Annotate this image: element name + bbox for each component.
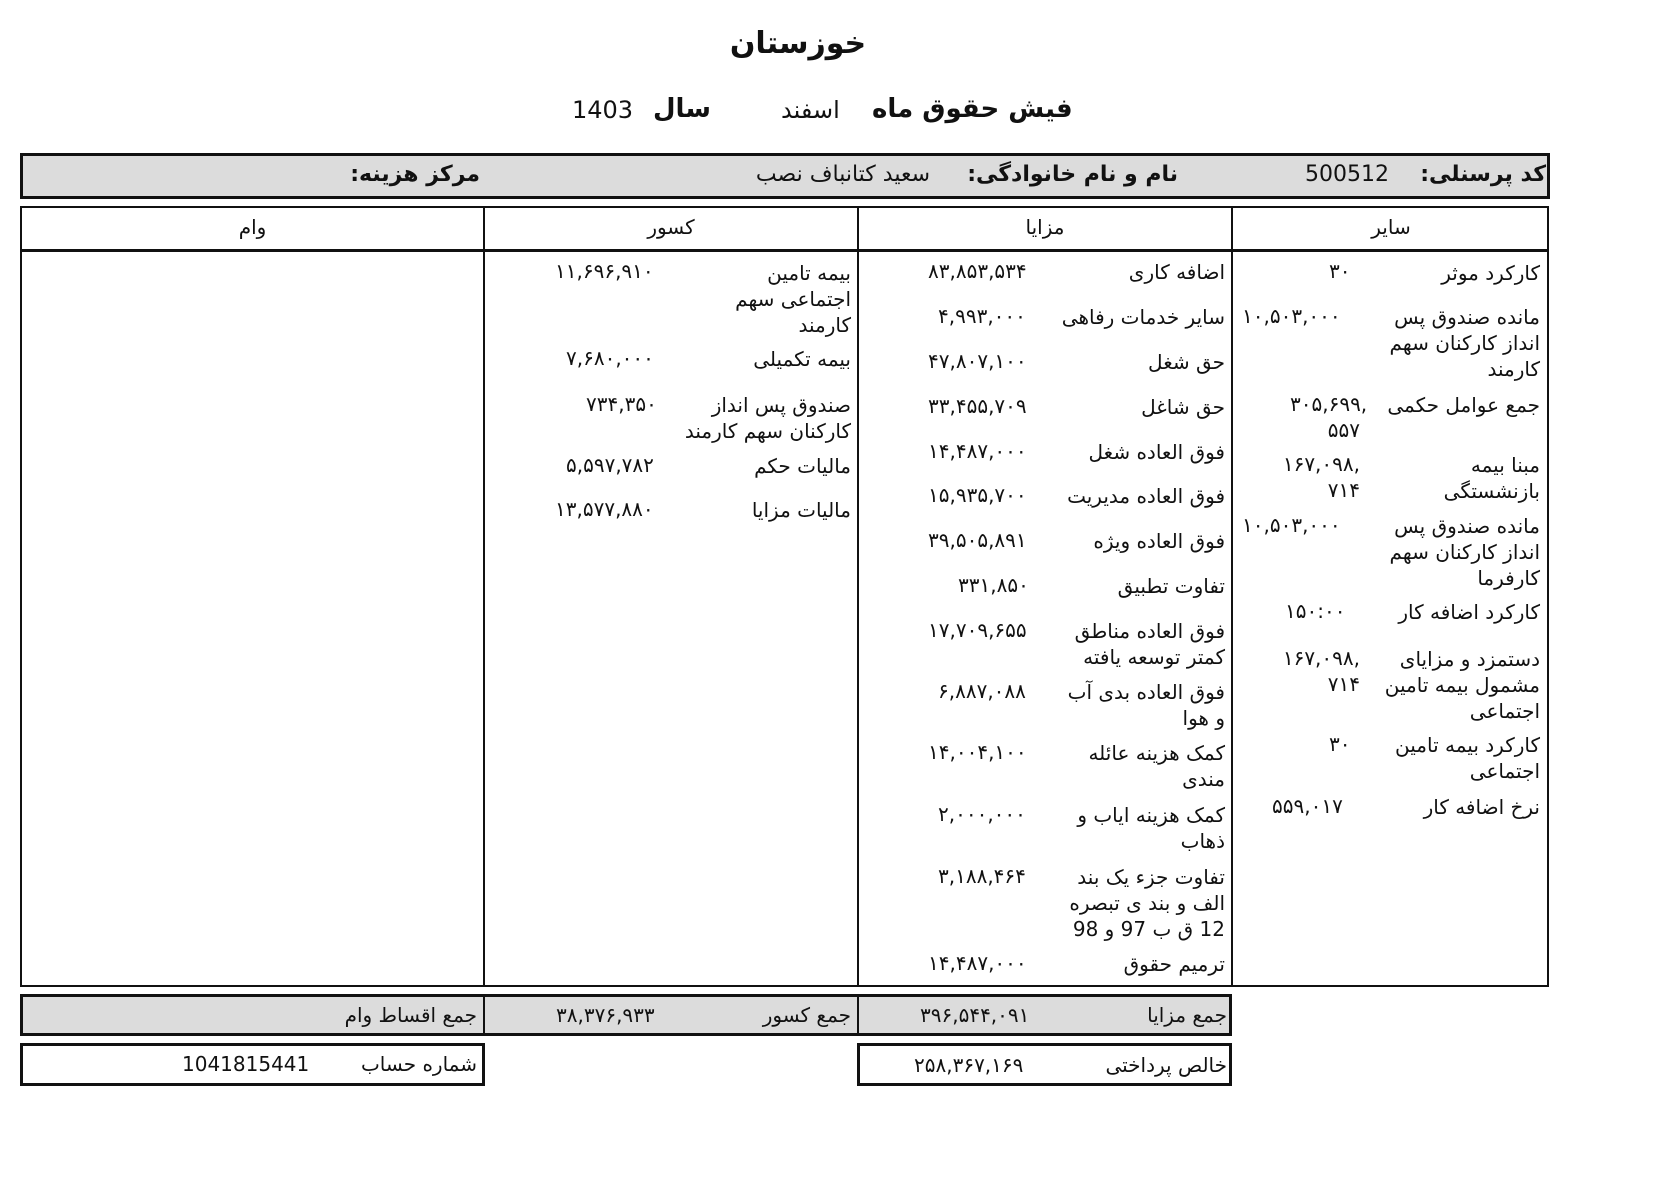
- benefit-item-label: کمک هزینه ایاب و ذهاب: [1077, 803, 1225, 853]
- benefit-item-label: فوق العاده بدی آب و هوا: [1067, 680, 1225, 730]
- other-item-value: ۵۵۹,۰۱۷: [1272, 794, 1343, 818]
- net-pay-value: ۲۵۸,۳۶۷,۱۶۹: [914, 1053, 1024, 1077]
- benefit-item-label: کمک هزینه عائله مندی: [1088, 741, 1225, 791]
- benefit-item-label: حق شغل: [1148, 350, 1225, 374]
- other-item-value: ۳۰: [1329, 732, 1351, 756]
- slip-month: اسفند: [781, 96, 840, 124]
- employee-name: سعید کتانباف نصب: [755, 162, 930, 187]
- other-item-label: کارکرد اضافه کار: [1398, 600, 1540, 624]
- other-item-value: ۱۶۷,۰۹۸, ۷۱۴: [1282, 646, 1360, 696]
- other-item-value: ۱۵۰:۰۰: [1285, 599, 1346, 623]
- benefit-item-label: تفاوت تطبیق: [1117, 574, 1225, 598]
- column-header-deductions: کسور: [647, 215, 695, 239]
- total-benefits-label: جمع مزایا: [1147, 1003, 1227, 1027]
- benefit-item-label: سایر خدمات رفاهی: [1061, 305, 1225, 329]
- column-header-benefits: مزایا: [1025, 215, 1065, 239]
- deduction-item-value: ۵,۵۹۷,۷۸۲: [566, 453, 654, 477]
- benefit-item-value: ۳,۱۸۸,۴۶۴: [938, 864, 1026, 888]
- benefit-item-value: ۳۳۱,۸۵۰: [958, 573, 1029, 597]
- benefit-item-label: فوق العاده شغل: [1088, 440, 1225, 464]
- column-divider: [1231, 206, 1233, 987]
- cost-center-label: مرکز هزینه:: [350, 162, 480, 187]
- other-item-label: مانده صندوق پس انداز کارکنان سهم کارفرما: [1389, 514, 1540, 590]
- benefit-item-value: ۶,۸۸۷,۰۸۸: [938, 679, 1026, 703]
- totals-divider: [857, 994, 859, 1036]
- benefit-item-label: فوق العاده مناطق کمتر توسعه یافته: [1074, 619, 1225, 669]
- province-title: خوزستان: [729, 26, 867, 61]
- benefit-item-label: فوق العاده ویژه: [1093, 529, 1225, 553]
- column-divider: [483, 206, 485, 987]
- full-name-label: نام و نام خانوادگی:: [967, 162, 1178, 187]
- other-item-label: کارکرد بیمه تامین اجتماعی: [1395, 733, 1540, 783]
- benefit-item-value: ۲,۰۰۰,۰۰۰: [938, 802, 1026, 826]
- deduction-item-label: مالیات مزایا: [751, 498, 851, 522]
- benefit-item-value: ۳۳,۴۵۵,۷۰۹: [928, 394, 1027, 418]
- deduction-item-label: بیمه تامین اجتماعی سهم کارمند: [735, 261, 851, 337]
- other-item-label: کارکرد موثر: [1441, 261, 1540, 285]
- benefit-item-value: ۱۴,۴۸۷,۰۰۰: [928, 951, 1027, 975]
- deduction-item-label: بیمه تکمیلی: [753, 347, 851, 371]
- other-item-label: مانده صندوق پس انداز کارکنان سهم کارمند: [1389, 305, 1540, 381]
- other-item-label: نرخ اضافه کار: [1423, 795, 1540, 819]
- deduction-item-value: ۷۳۴,۳۵۰: [586, 392, 657, 416]
- deduction-item-value: ۱۳,۵۷۷,۸۸۰: [555, 497, 654, 521]
- total-loan-installments-label: جمع اقساط وام: [344, 1003, 477, 1027]
- deduction-item-value: ۷,۶۸۰,۰۰۰: [566, 346, 654, 370]
- column-divider: [857, 206, 859, 987]
- benefit-item-label: فوق العاده مدیریت: [1067, 484, 1225, 508]
- benefit-item-label: اضافه کاری: [1128, 260, 1225, 284]
- other-item-value: ۳۰: [1329, 259, 1351, 283]
- benefit-item-value: ۱۷,۷۰۹,۶۵۵: [928, 618, 1027, 642]
- personnel-code-label: کد پرسنلی:: [1420, 162, 1546, 187]
- other-item-value: ۱۰,۵۰۳,۰۰۰: [1242, 304, 1341, 328]
- benefit-item-value: ۸۳,۸۵۳,۵۳۴: [928, 259, 1027, 283]
- account-number-label: شماره حساب: [360, 1052, 477, 1076]
- column-header-other: سایر: [1371, 215, 1411, 239]
- benefit-item-value: ۱۴,۴۸۷,۰۰۰: [928, 439, 1027, 463]
- benefit-item-label: حق شاغل: [1141, 395, 1225, 419]
- deduction-item-value: ۱۱,۶۹۶,۹۱۰: [555, 259, 654, 283]
- other-item-label: جمع عوامل حکمی: [1387, 393, 1540, 417]
- benefit-item-value: ۴,۹۹۳,۰۰۰: [938, 304, 1026, 328]
- slip-year: 1403: [572, 96, 634, 124]
- benefit-item-value: ۴۷,۸۰۷,۱۰۰: [928, 349, 1027, 373]
- other-item-label: دستمزد و مزایای مشمول بیمه تامین اجتماعی: [1384, 647, 1540, 723]
- other-item-value: ۳۰۵,۶۹۹, ۵۵۷: [1290, 392, 1368, 442]
- benefit-item-label: تفاوت جزء یک بند الف و بند ی تبصره 12 ق ب 97 و 98: [1069, 865, 1225, 941]
- column-header-loan: وام: [238, 215, 267, 239]
- other-item-value: ۱۰,۵۰۳,۰۰۰: [1242, 513, 1341, 537]
- table-header-divider: [20, 249, 1549, 252]
- personnel-code: 500512: [1305, 162, 1389, 187]
- total-deductions-value: ۳۸,۳۷۶,۹۳۳: [556, 1003, 655, 1027]
- other-item-value: ۱۶۷,۰۹۸, ۷۱۴: [1282, 452, 1360, 502]
- slip-title: فیش حقوق ماه: [872, 94, 1073, 124]
- account-number: 1041815441: [182, 1052, 310, 1076]
- benefit-item-value: ۱۵,۹۳۵,۷۰۰: [928, 483, 1027, 507]
- deduction-item-label: مالیات حکم: [754, 454, 851, 478]
- benefit-item-value: ۱۴,۰۰۴,۱۰۰: [928, 740, 1027, 764]
- total-deductions-label: جمع کسور: [762, 1003, 851, 1027]
- year-label: سال: [653, 94, 711, 124]
- other-item-label: مبنا بیمه بازنشستگی: [1443, 453, 1540, 503]
- total-benefits-value: ۳۹۶,۵۴۴,۰۹۱: [920, 1003, 1030, 1027]
- deduction-item-label: صندوق پس انداز کارکنان سهم کارمند: [684, 393, 851, 443]
- benefit-item-value: ۳۹,۵۰۵,۸۹۱: [928, 528, 1027, 552]
- totals-divider: [483, 994, 485, 1036]
- net-pay-label: خالص پرداختی: [1105, 1053, 1227, 1077]
- benefit-item-label: ترمیم حقوق: [1123, 952, 1225, 976]
